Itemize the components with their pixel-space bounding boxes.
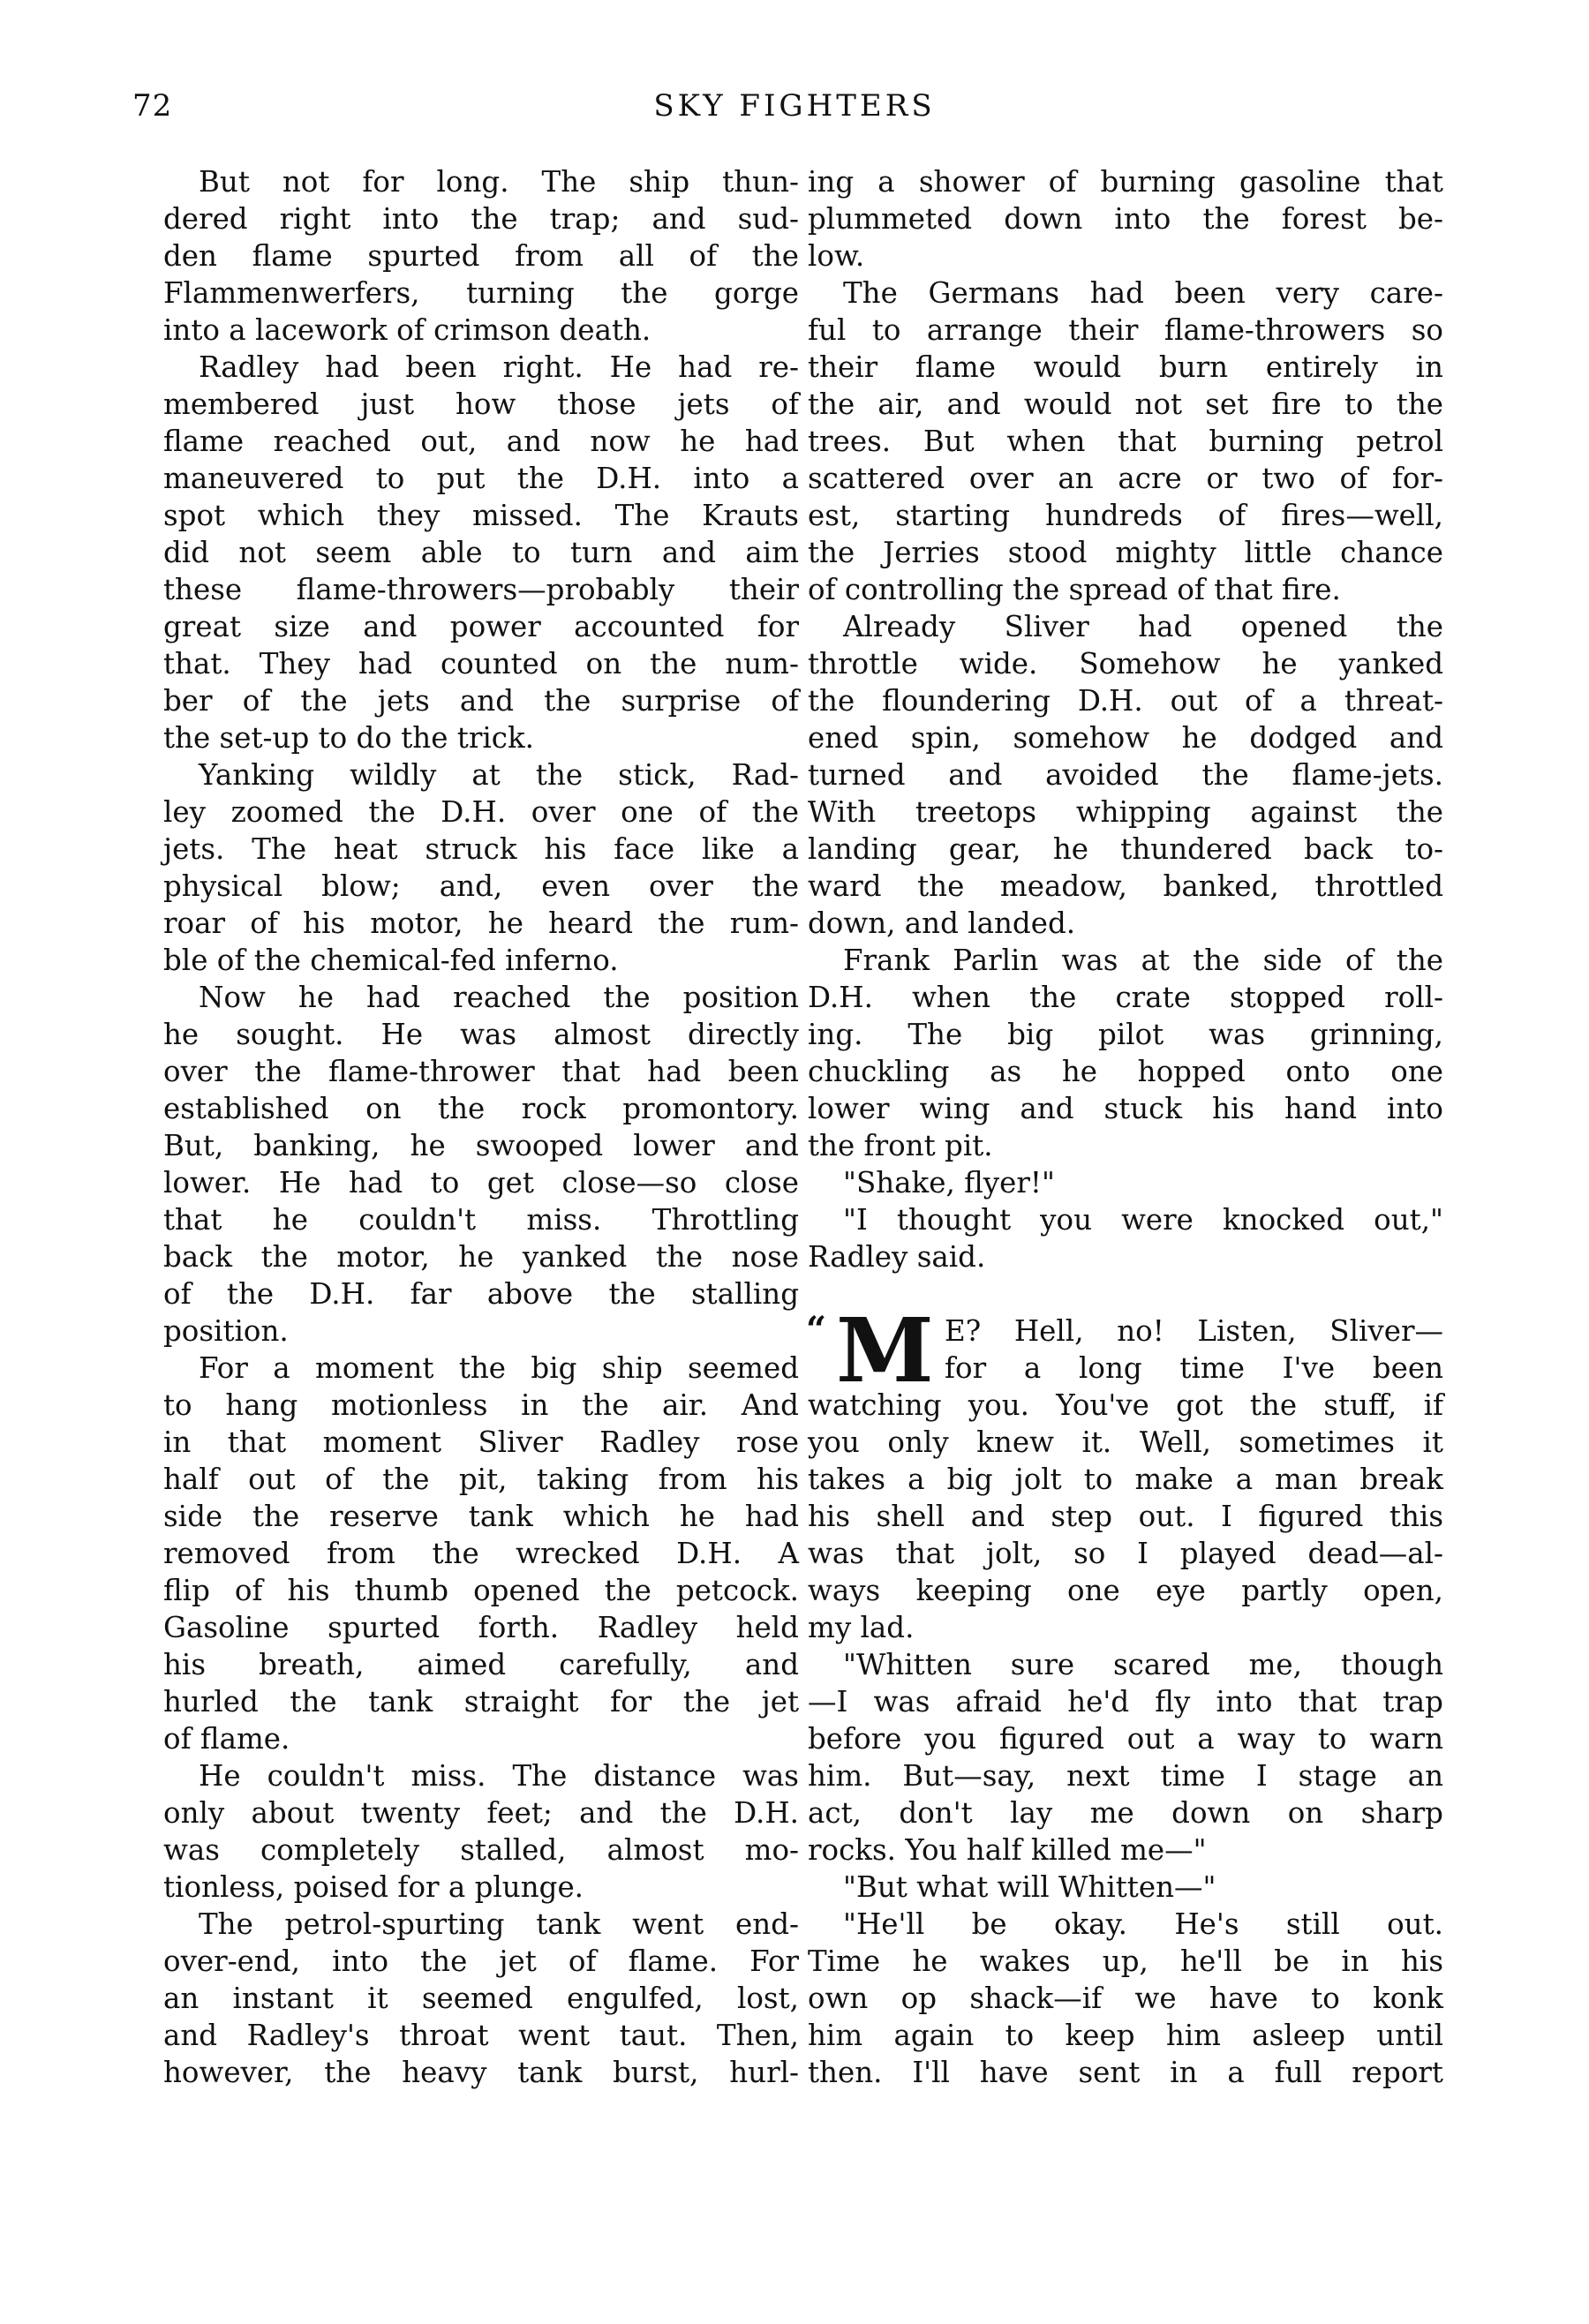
text-line: ble of the chemical-fed inferno. — [163, 944, 619, 977]
text-line: of the D.H. far above the stalling — [163, 1277, 799, 1311]
text-line: lower wing and stuck his hand into — [808, 1092, 1443, 1125]
text-line: ened spin, somehow he dodged and — [808, 721, 1443, 755]
text-line: Time he wakes up, he'll be in his — [808, 1944, 1443, 1978]
text-line: The petrol-spurting tank went end- — [199, 1907, 799, 1941]
text-line: that he couldn't miss. Throttling — [163, 1203, 799, 1237]
text-line: ways keeping one eye partly open, — [808, 1574, 1443, 1607]
text-line: physical blow; and, even over the — [163, 869, 799, 903]
text-line: ing a shower of burning gasoline that — [808, 165, 1443, 199]
text-line: flame reached out, and now he had — [163, 425, 799, 458]
text-line: to hang motionless in the air. And — [163, 1388, 799, 1422]
text-line: over the flame-thrower that had been — [163, 1055, 799, 1088]
right-column-top-text — [808, 163, 1443, 1275]
text-line: ful to arrange their flame-throwers so — [808, 313, 1443, 347]
text-line: his shell and step out. I figured this — [808, 1500, 1443, 1533]
right-column — [808, 163, 1443, 2091]
text-line: was completely stalled, almost mo- — [163, 1833, 799, 1867]
text-line: But, banking, he swooped lower and — [163, 1129, 799, 1162]
text-line: him again to keep him asleep until — [808, 2019, 1443, 2052]
text-line: of flame. — [163, 1722, 290, 1756]
text-line: chuckling as he hopped onto one — [808, 1055, 1443, 1088]
text-line: Radley had been right. He had re- — [199, 350, 799, 384]
text-line: Radley said. — [808, 1240, 986, 1274]
text-line: The Germans had been very care- — [843, 276, 1443, 310]
text-line: Frank Parlin was at the side of the — [843, 944, 1443, 977]
text-line: But not for long. The ship thun- — [199, 165, 799, 199]
text-line: plummeted down into the forest be- — [808, 202, 1443, 236]
text-line: that. They had counted on the num- — [163, 647, 799, 681]
dropcap-quote-mark: “ — [806, 1309, 827, 1350]
text-line: den flame spurted from all of the — [163, 239, 799, 273]
text-line: side the reserve tank which he had — [163, 1500, 799, 1533]
text-line: lower. He had to get close—so close — [163, 1166, 799, 1200]
text-line: "I thought you were knocked out," — [843, 1203, 1443, 1237]
text-line: maneuvered to put the D.H. into a — [163, 462, 799, 495]
text-line: —I was afraid he'd fly into that trap — [808, 1685, 1443, 1719]
text-line: membered just how those jets of — [163, 387, 799, 421]
text-line: before you figured out a way to warn — [808, 1722, 1443, 1756]
text-line: the air, and would not set fire to the — [808, 387, 1443, 421]
text-line: "But what will Whitten—" — [843, 1870, 1216, 1904]
text-line: Gasoline spurted forth. Radley held — [163, 1611, 799, 1644]
text-line: turned and avoided the flame-jets. — [808, 758, 1443, 792]
text-line: trees. But when that burning petrol — [808, 425, 1443, 458]
text-line: Now he had reached the position — [199, 981, 799, 1014]
text-line: then. I'll have sent in a full report — [808, 2056, 1443, 2089]
text-line: however, the heavy tank burst, hurl- — [163, 2056, 799, 2089]
text-line: the front pit. — [808, 1129, 993, 1162]
text-line: low. — [808, 239, 865, 273]
text-line: into a lacework of crimson death. — [163, 313, 651, 347]
text-line: my lad. — [808, 1611, 915, 1644]
text-line: of controlling the spread of that fire. — [808, 573, 1341, 606]
text-line: for a long time I've been — [945, 1351, 1443, 1385]
text-line: watching you. You've got the stuff, if — [808, 1388, 1443, 1422]
text-line: hurled the tank straight for the jet — [163, 1685, 799, 1719]
text-line: he sought. He was almost directly — [163, 1018, 799, 1051]
text-line: ward the meadow, banked, throttled — [808, 869, 1443, 903]
text-line: their flame would burn entirely in — [808, 350, 1443, 384]
text-line: established on the rock promontory. — [163, 1092, 799, 1125]
text-line: "Shake, flyer!" — [843, 1166, 1055, 1200]
text-line: own op shack—if we have to konk — [808, 1982, 1443, 2015]
text-line: tionless, poised for a plunge. — [163, 1870, 584, 1904]
text-line: He couldn't miss. The distance was — [199, 1759, 799, 1793]
text-line: takes a big jolt to make a man break — [808, 1463, 1443, 1496]
text-line: rocks. You half killed me—" — [808, 1833, 1207, 1867]
text-line: great size and power accounted for — [163, 610, 799, 643]
text-line: him. But—say, next time I stage an — [808, 1759, 1443, 1793]
text-line: removed from the wrecked D.H. A — [163, 1537, 799, 1570]
text-line: position. — [163, 1314, 289, 1348]
running-title: SKY FIGHTERS — [653, 88, 936, 124]
text-line: "Whitten sure scared me, though — [843, 1648, 1443, 1681]
dropcap-paragraph — [806, 1298, 1443, 1403]
text-line: ing. The big pilot was grinning, — [808, 1018, 1443, 1051]
text-line: For a moment the big ship seemed — [199, 1351, 799, 1385]
text-line: in that moment Sliver Radley rose — [163, 1425, 799, 1459]
text-line: D.H. when the crate stopped roll- — [808, 981, 1443, 1014]
text-line: act, don't lay me down on sharp — [808, 1796, 1443, 1830]
text-line: only about twenty feet; and the D.H. — [163, 1796, 799, 1830]
page-number: 72 — [132, 88, 173, 124]
text-line: flip of his thumb opened the petcock. — [163, 1574, 799, 1607]
text-line: and Radley's throat went taut. Then, — [163, 2019, 799, 2052]
text-line: With treetops whipping against the — [808, 795, 1443, 829]
right-column-bottom-text — [808, 1387, 1443, 2091]
text-line: these flame-throwers—probably their — [163, 573, 799, 606]
text-line: was that jolt, so I played dead—al- — [808, 1537, 1443, 1570]
page-header — [0, 88, 1589, 141]
text-line: dered right into the trap; and sud- — [163, 202, 799, 236]
text-line: did not seem able to turn and aim — [163, 536, 799, 569]
text-line: spot which they missed. The Krauts — [163, 499, 799, 532]
text-line: half out of the pit, taking from his — [163, 1463, 799, 1496]
left-column — [163, 163, 799, 2091]
text-line: an instant it seemed engulfed, lost, — [163, 1982, 799, 2015]
text-line: "He'll be okay. He's still out. — [843, 1907, 1443, 1941]
text-line: ley zoomed the D.H. over one of the — [163, 795, 799, 829]
text-line: jets. The heat struck his face like a — [163, 832, 799, 866]
text-line: over-end, into the jet of flame. For — [163, 1944, 799, 1978]
text-line: his breath, aimed carefully, and — [163, 1648, 799, 1681]
text-line: landing gear, he thundered back to- — [808, 832, 1443, 866]
text-line: ber of the jets and the surprise of — [163, 684, 799, 718]
text-line: the floundering D.H. out of a threat- — [808, 684, 1443, 718]
text-line: E? Hell, no! Listen, Sliver— — [945, 1314, 1443, 1348]
text-line: you only knew it. Well, sometimes it — [808, 1425, 1443, 1459]
text-line: Already Sliver had opened the — [843, 610, 1443, 643]
text-line: down, and landed. — [808, 906, 1076, 940]
text-line: the set-up to do the trick. — [163, 721, 535, 755]
text-line: Flammenwerfers, turning the gorge — [163, 276, 799, 310]
text-line: throttle wide. Somehow he yanked — [808, 647, 1443, 681]
dropcap-letter: M — [836, 1298, 934, 1403]
text-line: scattered over an acre or two of for- — [808, 462, 1443, 495]
text-line: est, starting hundreds of fires—well, — [808, 499, 1443, 532]
text-line: Yanking wildly at the stick, Rad- — [199, 758, 799, 792]
text-line: the Jerries stood mighty little chance — [808, 536, 1443, 569]
text-line: roar of his motor, he heard the rum- — [163, 906, 799, 940]
text-line: back the motor, he yanked the nose — [163, 1240, 799, 1274]
